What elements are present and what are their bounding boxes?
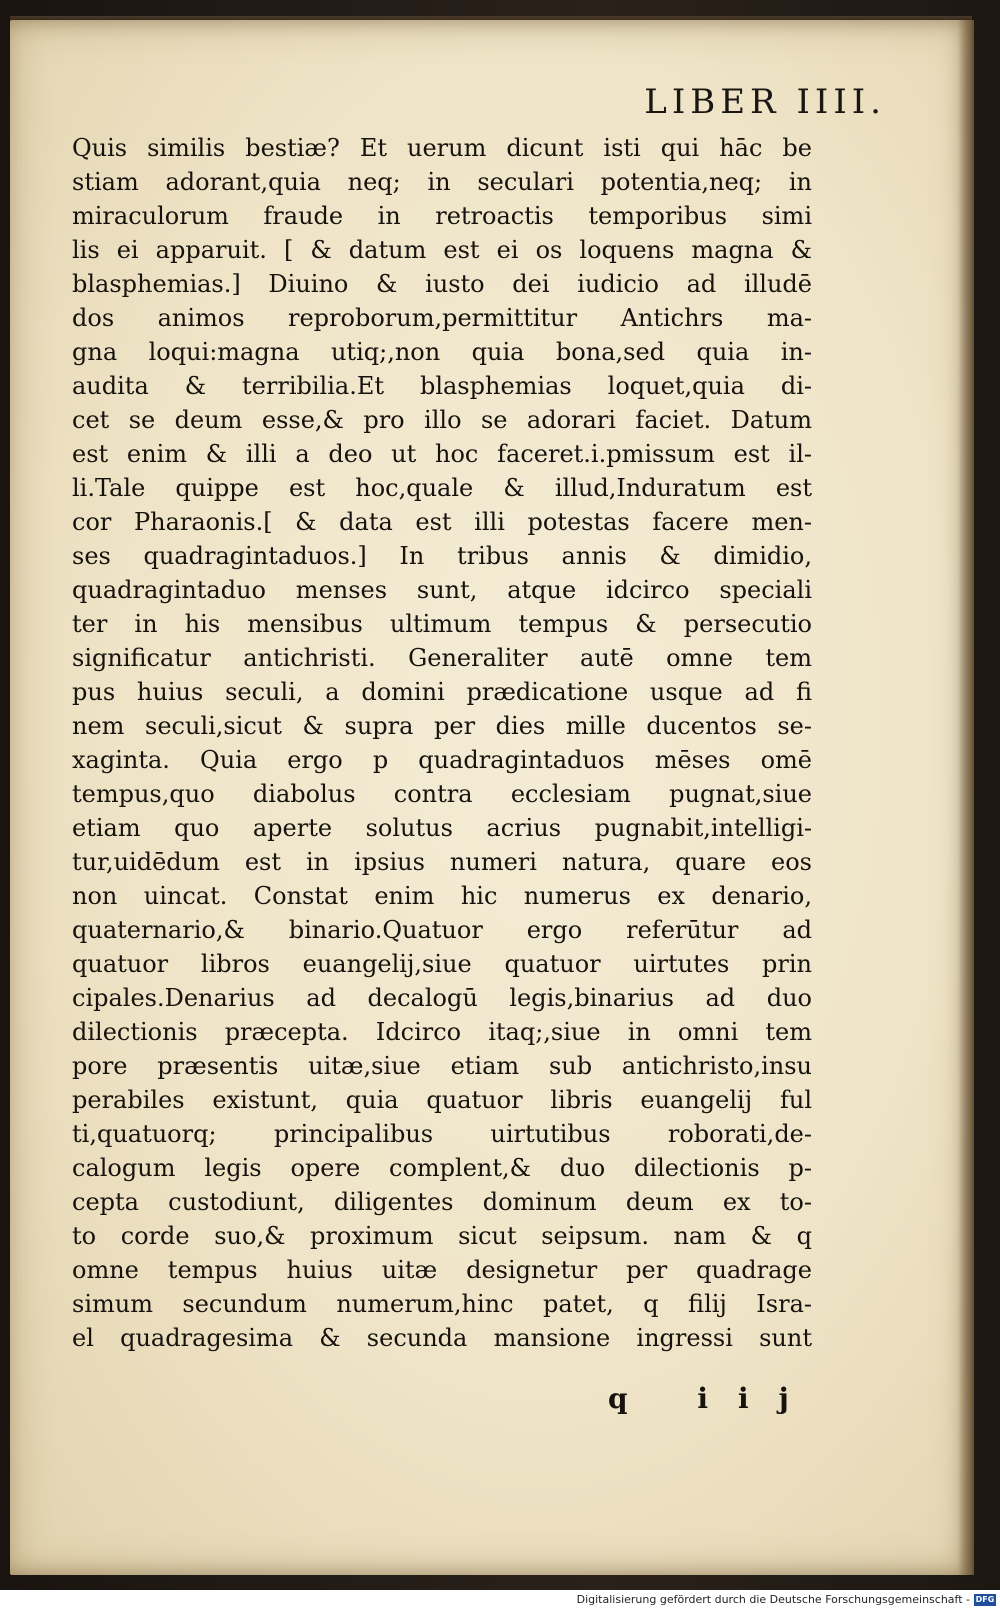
text-line: calogum legis opere complent,& duo dilectionis p-: [72, 1154, 812, 1182]
text-line: li.Tale quippe est hoc,quale & illud,Induratum est: [72, 474, 812, 502]
text-line: omne tempus huius uitæ designetur per quadrage: [72, 1256, 812, 1284]
text-line: ti,quatuorq; principalibus uirtutibus roborati,de-: [72, 1120, 812, 1148]
text-line: blasphemias.] Diuino & iusto dei iudicio ad illudē: [72, 270, 812, 298]
text-line: quaternario,& binario.Quatuor ergo referūtur ad: [72, 916, 812, 944]
text-line: gna loqui:magna utiq;,non quia bona,sed quia in-: [72, 338, 812, 366]
text-line: Quis similis bestiæ? Et uerum dicunt isti qui hāc be: [72, 134, 812, 162]
text-line: ter in his mensibus ultimum tempus & persecutio: [72, 610, 812, 638]
text-line: cepta custodiunt, diligentes dominum deum ex to-: [72, 1188, 812, 1216]
text-line: dos animos reproborum,permittitur Antichrs ma-: [72, 304, 812, 332]
text-line: tempus,quo diabolus contra ecclesiam pugnat,siue: [72, 780, 812, 808]
text-line: audita & terribilia.Et blasphemias loquet,quia di-: [72, 372, 812, 400]
text-line: significatur antichristi. Generaliter autē omne tem: [72, 644, 812, 672]
text-line: miraculorum fraude in retroactis temporibus simi: [72, 202, 812, 230]
page-edge-right: [958, 20, 974, 1575]
signature-mark: q iij: [608, 1382, 819, 1415]
text-line: perabiles existunt, quia quatuor libris euangelij ful: [72, 1086, 812, 1114]
text-line: nem seculi,sicut & supra per dies mille ducentos se-: [72, 712, 812, 740]
text-line: non uincat. Constat enim hic numerus ex denario,: [72, 882, 812, 910]
text-line: cipales.Denarius ad decalogū legis,binarius ad duo: [72, 984, 812, 1012]
text-line: to corde suo,& proximum sicut seipsum. nam & q: [72, 1222, 812, 1250]
text-line: dilectionis præcepta. Idcirco itaq;,siue in omni tem: [72, 1018, 812, 1046]
text-line: pore præsentis uitæ,siue etiam sub antichristo,insu: [72, 1052, 812, 1080]
text-line: pus huius seculi, a domini prædicatione usque ad fi: [72, 678, 812, 706]
text-line: ses quadragintaduos.] In tribus annis & dimidio,: [72, 542, 812, 570]
text-line: etiam quo aperte solutus acrius pugnabit,intelligi-: [72, 814, 812, 842]
text-line: stiam adorant,quia neq; in seculari potentia,neq; in: [72, 168, 812, 196]
text-line: simum secundum numerum,hinc patet, q filij Isra-: [72, 1290, 812, 1318]
body-text: [72, 131, 812, 1355]
footer-bar: [0, 1592, 1000, 1608]
dfg-logo: DFG: [975, 1595, 995, 1604]
running-header: LIBER IIII.: [644, 82, 886, 122]
text-line: lis ei apparuit. [ & datum est ei os loquens magna &: [72, 236, 812, 264]
text-line: el quadragesima & secunda mansione ingressi sunt: [72, 1324, 812, 1352]
text-line: tur,uidēdum est in ipsius numeri natura, quare eos: [72, 848, 812, 876]
text-line: cor Pharaonis.[ & data est illi potestas facere men-: [72, 508, 812, 536]
text-line: est enim & illi a deo ut hoc faceret.i.pmissum est il-: [72, 440, 812, 468]
text-line: quatuor libros euangelij,siue quatuor uirtutes prin: [72, 950, 812, 978]
funding-credit: Digitalisierung gefördert durch die Deutsche Forschungsgemeinschaft -: [576, 1593, 970, 1606]
text-line: quadragintaduo menses sunt, atque idcirco speciali: [72, 576, 812, 604]
text-line: cet se deum esse,& pro illo se adorari faciet. Datum: [72, 406, 812, 434]
text-line: xaginta. Quia ergo p quadragintaduos mēses omē: [72, 746, 812, 774]
